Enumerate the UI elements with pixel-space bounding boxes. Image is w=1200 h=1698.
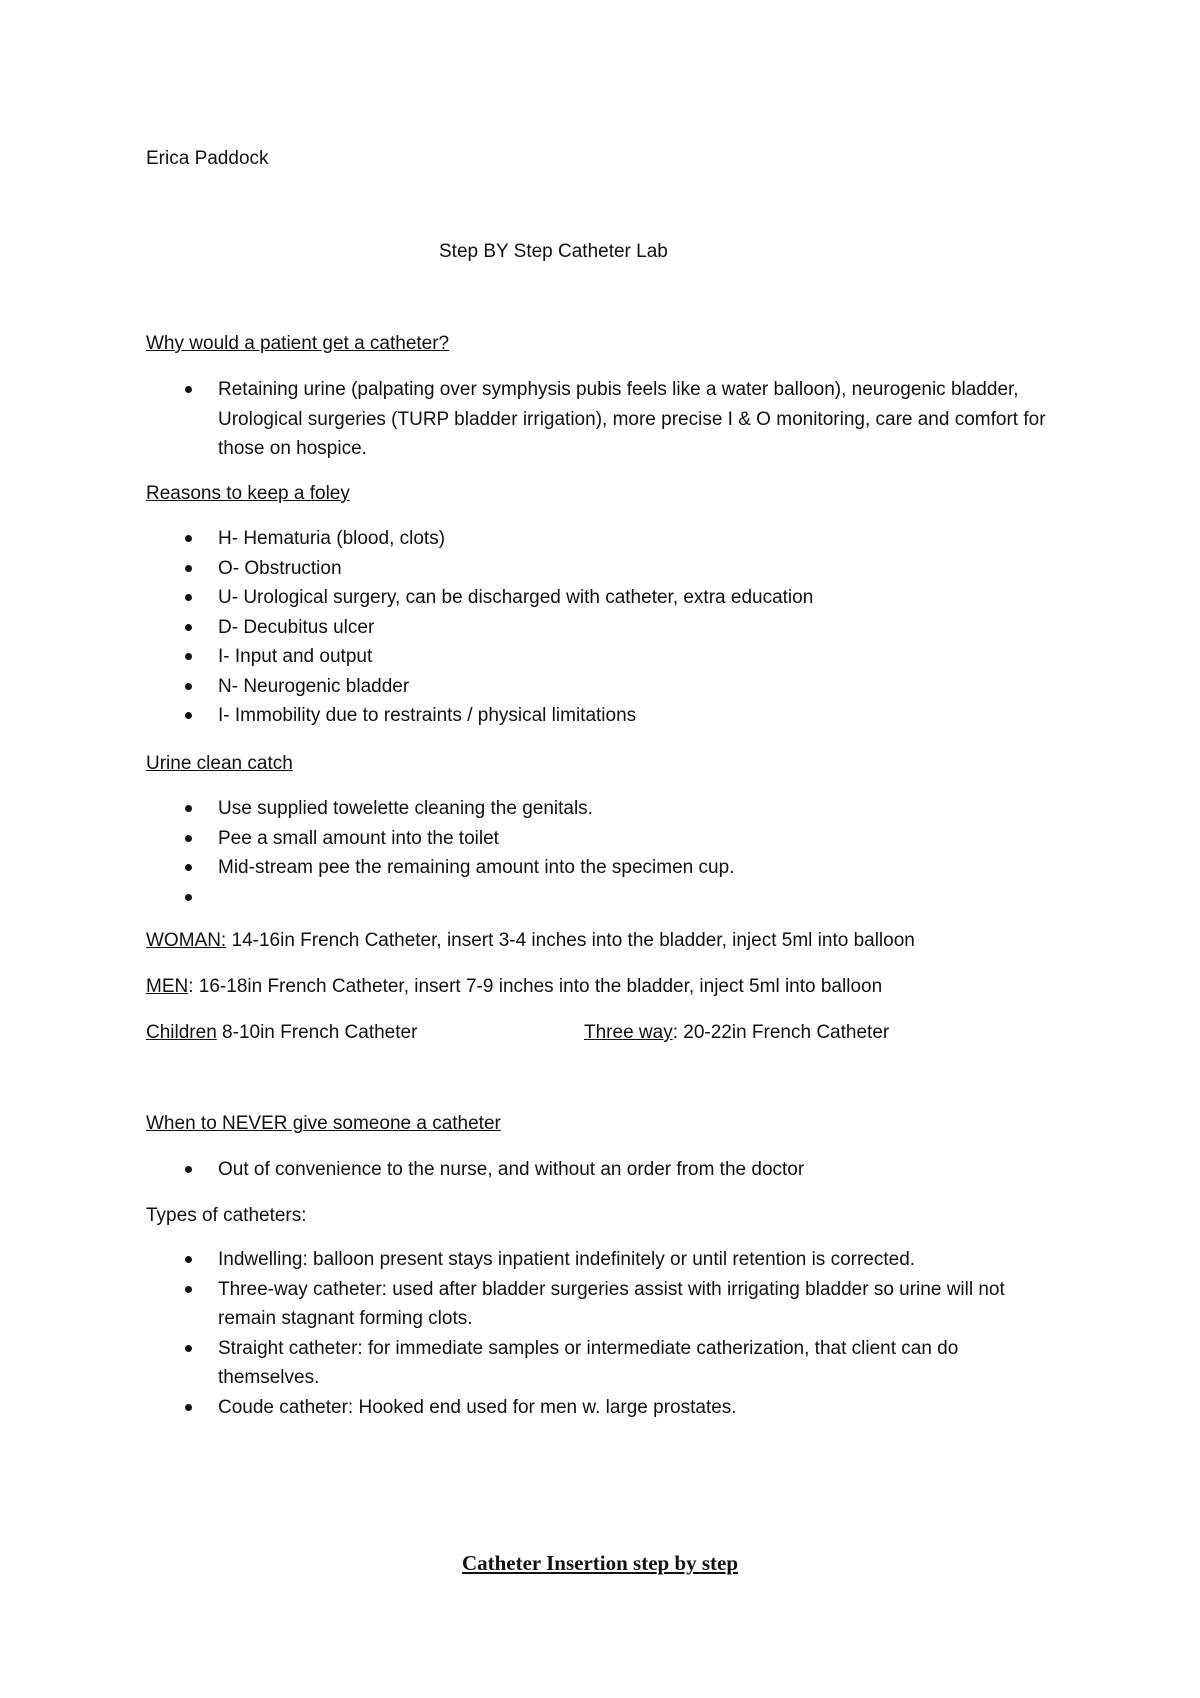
heading-clean-catch: Urine clean catch <box>146 753 293 774</box>
bullet-icon <box>185 1286 192 1293</box>
men-size-line <box>146 976 882 998</box>
list-item: Coude catheter: Hooked end used for men w. large prostates. <box>0 1393 1060 1423</box>
bullet-icon <box>185 1404 192 1411</box>
list-item: H- Hematuria (blood, clots) <box>0 524 813 554</box>
list-item <box>0 883 734 913</box>
heading-why-catheter: Why would a patient get a catheter? <box>146 333 450 354</box>
woman-size-line <box>146 930 915 952</box>
list-item: N- Neurogenic bladder <box>0 672 813 702</box>
bullet-icon <box>185 1345 192 1352</box>
bullet-icon <box>185 835 192 842</box>
list-item: Use supplied towelette cleaning the genitals. <box>0 794 734 824</box>
list-item: Mid-stream pee the remaining amount into the specimen cup. <box>0 853 734 883</box>
bullet-icon <box>185 683 192 690</box>
threeway-size-line <box>584 1022 889 1044</box>
list-clean-catch <box>0 794 734 912</box>
heading-types-catheters: Types of catheters: <box>146 1205 307 1226</box>
bullet-icon <box>185 594 192 601</box>
children-label: Children <box>146 1022 217 1043</box>
list-item: Pee a small amount into the toilet <box>0 824 734 854</box>
children-text: 8-10in French Catheter <box>216 1022 418 1043</box>
heading-never-catheter: When to NEVER give someone a catheter <box>146 1113 501 1134</box>
author-name: Erica Paddock <box>146 148 269 169</box>
bullet-icon <box>185 894 192 901</box>
bullet-icon <box>185 624 192 631</box>
threeway-label: Three way <box>584 1022 673 1043</box>
list-item: Retaining urine (palpating over symphysis pubis feels like a water balloon), neurogenic bladder, Urological surgeries (TURP bladder irrigation), more precise I & O monitoring, care and comfort for those on hospice. <box>0 375 1060 464</box>
bullet-icon <box>185 712 192 719</box>
list-item: Indwelling: balloon present stays inpatient indefinitely or until retention is corrected. <box>0 1245 1060 1275</box>
list-item: D- Decubitus ulcer <box>0 613 813 643</box>
bullet-icon <box>185 805 192 812</box>
men-text: : 16-18in French Catheter, insert 7-9 inches into the bladder, inject 5ml into balloon <box>188 976 883 997</box>
list-types-catheters <box>0 1245 1060 1422</box>
list-item: Out of convenience to the nurse, and without an order from the doctor <box>0 1155 804 1185</box>
bullet-icon <box>185 653 192 660</box>
bullet-icon <box>185 1166 192 1173</box>
list-never-catheter <box>0 1155 804 1185</box>
heading-reasons-foley: Reasons to keep a foley <box>146 483 350 504</box>
catheter-insertion-heading: Catheter Insertion step by step <box>461 1551 739 1575</box>
list-item: Three-way catheter: used after bladder surgeries assist with irrigating bladder so urine will not remain stagnant forming clots. <box>0 1275 1060 1334</box>
list-item: I- Input and output <box>0 642 813 672</box>
list-reasons-foley <box>0 524 813 731</box>
threeway-text: : 20-22in French Catheter <box>672 1022 890 1043</box>
list-item: U- Urological surgery, can be discharged with catheter, extra education <box>0 583 813 613</box>
list-item: Straight catheter: for immediate samples or intermediate catherization, that client can do themselves. <box>0 1334 1060 1393</box>
bullet-icon <box>185 386 192 393</box>
men-label: MEN <box>146 976 189 997</box>
bullet-icon <box>185 1256 192 1263</box>
bullet-icon <box>185 864 192 871</box>
bullet-icon <box>185 565 192 572</box>
woman-text: 14-16in French Catheter, insert 3-4 inches into the bladder, inject 5ml into balloon <box>226 930 915 951</box>
list-item: I- Immobility due to restraints / physical limitations <box>0 701 813 731</box>
list-why-catheter <box>0 375 1060 464</box>
woman-label: WOMAN: <box>146 930 227 951</box>
bullet-icon <box>185 535 192 542</box>
document-title: Step BY Step Catheter Lab <box>439 241 668 262</box>
list-item: O- Obstruction <box>0 554 813 584</box>
children-size-line <box>146 1022 417 1044</box>
